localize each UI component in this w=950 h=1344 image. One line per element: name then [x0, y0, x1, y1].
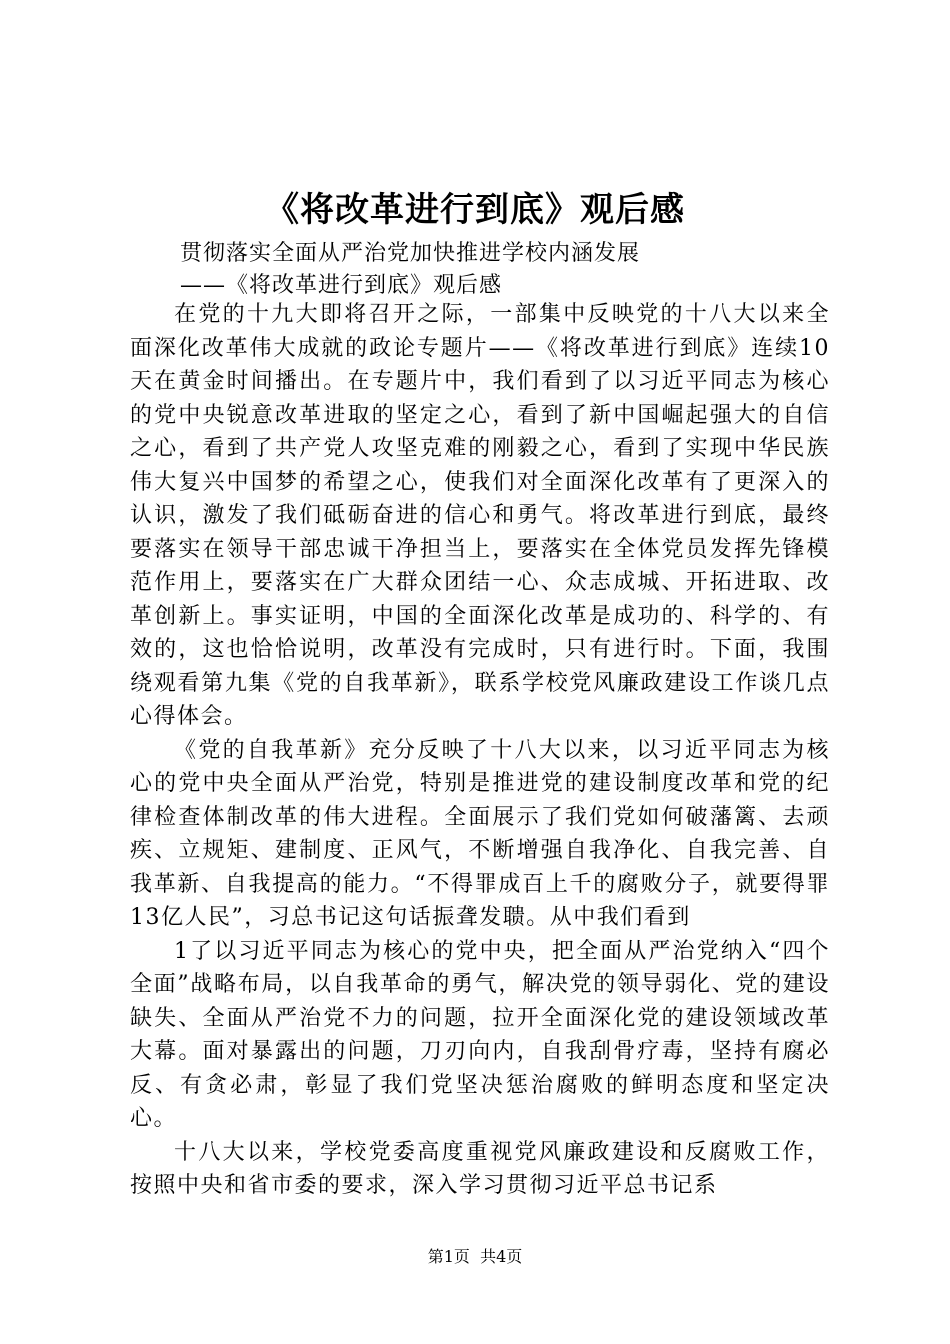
document-subtitle-line-1: 贯彻落实全面从严治党加快推进学校内涵发展 — [180, 241, 641, 266]
page-total: 共4页 — [480, 1247, 523, 1266]
page-number: 第1页 — [427, 1247, 470, 1266]
paragraph-2: 《党的自我革新》充分反映了十八大以来，以习近平同志为核心的党中央全面从严治党，特别是推进党的建设制度改革和党的纪律检查体制改革的伟大进程。全面展示了我们党如何破藩篱、去顽疾、立规矩、建制度、正风气，不断增强自我净化、自我完善、自我革新、自我提高的能力。“不得罪成百上千的腐败分子，就要得罪13亿人民”，习总书记这句话振聋发聩。从中我们看到 — [130, 737, 830, 930]
paragraph-4: 十八大以来，学校党委高度重视党风廉政建设和反腐败工作，按照中央和省市委的要求，深入学习贯彻习近平总书记系 — [130, 1139, 830, 1198]
paragraph-3: 1了以习近平同志为核心的党中央，把全面从严治党纳入“四个全面”战略布局，以自我革命的勇气，解决党的领导弱化、党的建设缺失、全面从严治党不力的问题，拉开全面深化党的建设领域改革大幕。面对暴露出的问题，刀刃向内，自我刮骨疗毒，坚持有腐必反、有贪必肃，彰显了我们党坚决惩治腐败的鲜明态度和坚定决心。 — [130, 938, 830, 1131]
document-body — [130, 298, 830, 1203]
page-footer — [0, 1246, 950, 1268]
document-title: 《将改革进行到底》观后感 — [265, 190, 685, 230]
paragraph-1: 在党的十九大即将召开之际，一部集中反映党的十八大以来全面深化改革伟大成就的政论专题片——《将改革进行到底》连续10天在黄金时间播出。在专题片中，我们看到了以习近平同志为核心的党中央锐意改革进取的坚定之心，看到了新中国崛起强大的自信之心，看到了共产党人攻坚克难的刚毅之心，看到了实现中华民族伟大复兴中国梦的希望之心，使我们对全面深化改革有了更深入的认识，激发了我们砥砺奋进的信心和勇气。将改革进行到底，最终要落实在领导干部忠诚干净担当上，要落实在全体党员发挥先锋模范作用上，要落实在广大群众团结一心、众志成城、开拓进取、改革创新上。事实证明，中国的全面深化改革是成功的、科学的、有效的，这也恰恰说明，改革没有完成时，只有进行时。下面，我围绕观看第九集《党的自我革新》，联系学校党风廉政建设工作谈几点心得体会。 — [130, 302, 830, 729]
document-subtitle-line-2: ——《将改革进行到底》观后感 — [180, 273, 503, 298]
